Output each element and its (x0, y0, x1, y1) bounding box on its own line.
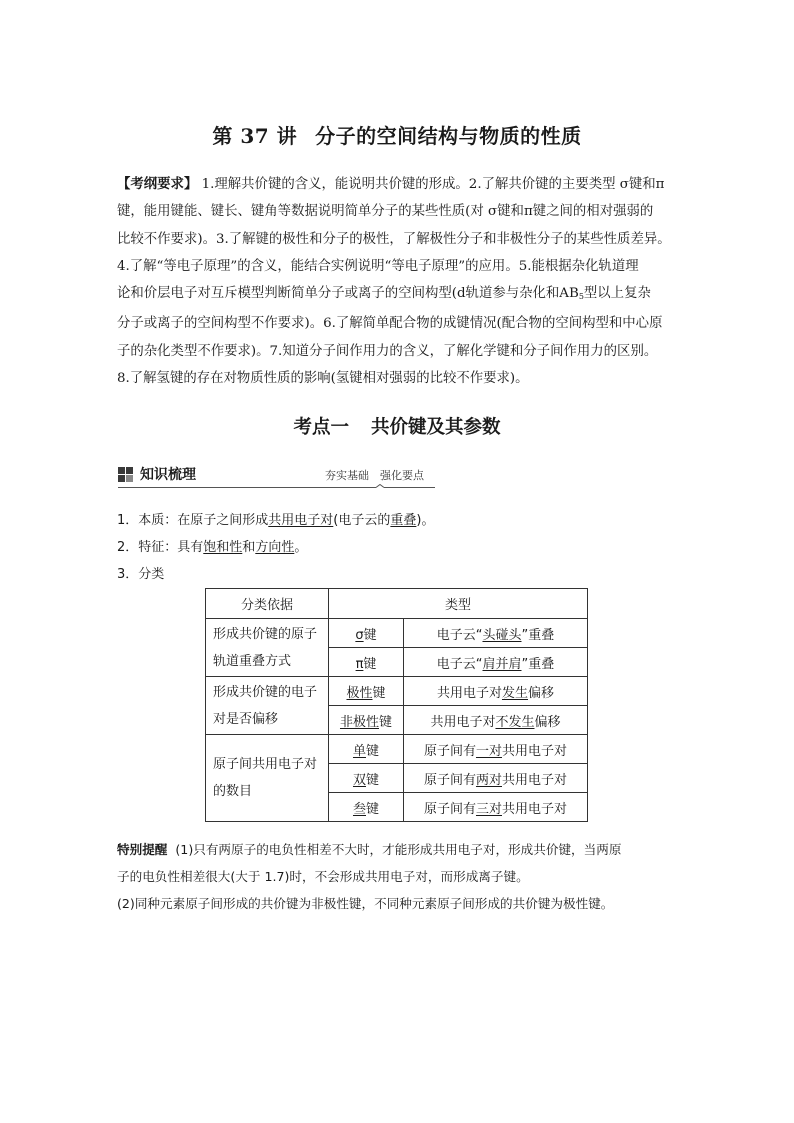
section-square-icon (118, 467, 133, 482)
type-cell: 非极性键 (329, 706, 404, 735)
special-note (117, 836, 679, 917)
basis-cell: 原子间共用电子对的数目 (206, 735, 329, 822)
knowledge-label: 知识梳理 (140, 467, 196, 483)
requirements-line: 8.了解氢键的存在对物质性质的影响(氢键相对强弱的比较不作要求)。 (117, 371, 529, 387)
note-tag: 特别提醒 (117, 842, 168, 857)
requirements-line: 论和价层电子对互斥模型判断简单分子或离子的空间构型(d轨道参与杂化和AB (117, 286, 579, 302)
desc-cell: 原子间有三对共用电子对 (404, 793, 588, 822)
desc-cell: 共用电子对发生偏移 (404, 677, 588, 706)
syllabus-requirements (117, 171, 677, 392)
blank-answer: 方向性 (255, 540, 295, 555)
list-item: 2．特征：具有饱和性和方向性。 (117, 540, 308, 555)
blank-answer: 饱和性 (203, 540, 243, 555)
note-line: (2)同种元素原子间形成的共价键为非极性键，不同种元素原子间形成的共价键为极性键。 (117, 896, 614, 911)
requirements-line: 4.了解“等电子原理”的含义，能结合实例说明“等电子原理”的应用。5.能根据杂化轨道理 (117, 258, 639, 274)
caret-up-icon (376, 484, 384, 488)
note-line: (1)只有两原子的电负性相差不大时，才能形成共用电子对，形成共价键，当两原 (175, 842, 622, 857)
lecture-number: 第 37 讲 (212, 124, 298, 148)
desc-cell: 电子云“肩并肩”重叠 (404, 648, 588, 677)
table-header: 类型 (329, 589, 588, 619)
requirements-line: 1.理解共价键的含义，能说明共价键的形成。2.了解共价键的主要类型 σ键和π (201, 177, 665, 192)
list-item: 1．本质：在原子之间形成共用电子对(电子云的重叠)。 (117, 513, 435, 528)
type-cell: σ键 (329, 619, 404, 648)
requirements-line: 比较不作要求)。3.了解键的极性和分子的极性，了解极性分子和非极性分子的某些性质差异。 (117, 231, 671, 247)
page-title (0, 120, 794, 149)
desc-cell: 原子间有一对共用电子对 (404, 735, 588, 764)
type-cell: 双键 (329, 764, 404, 793)
basis-cell: 形成共价键的原子轨道重叠方式 (206, 619, 329, 677)
basis-cell: 形成共价键的电子对是否偏移 (206, 677, 329, 735)
subscript-five: 5 (578, 292, 584, 302)
table-header-row (206, 589, 588, 619)
note-line: 子的电负性相差很大(大于 1.7)时，不会形成共用电子对，而形成离子键。 (117, 869, 529, 884)
type-cell: π键 (329, 648, 404, 677)
blank-answer: 重叠 (390, 513, 417, 528)
requirements-line: 键，能用键能、键长、键角等数据说明简单分子的某些性质(对 σ键和π键之间的相对强弱的 (117, 204, 654, 220)
table-row (206, 735, 588, 764)
blank-answer: 共用电子对 (268, 513, 334, 528)
list-item: 3．分类 (117, 567, 165, 582)
desc-cell: 共用电子对不发生偏移 (404, 706, 588, 735)
requirements-line: 子的杂化类型不作要求)。7.知道分子间作用力的含义，了解化学键和分子间作用力的区别。 (117, 343, 658, 359)
divider (118, 487, 435, 488)
section-index: 考点一 (293, 417, 349, 438)
knowledge-tagline: 夯实基础 强化要点 (325, 469, 424, 482)
classification-table (205, 588, 588, 822)
type-cell: 单键 (329, 735, 404, 764)
type-cell: 叁键 (329, 793, 404, 822)
lecture-topic: 分子的空间结构与物质的性质 (315, 124, 582, 148)
requirements-tag: 【考纲要求】 (117, 176, 198, 192)
table-row (206, 619, 588, 648)
section-name: 共价键及其参数 (371, 417, 501, 438)
desc-cell: 原子间有两对共用电子对 (404, 764, 588, 793)
type-cell: 极性键 (329, 677, 404, 706)
table-header: 分类依据 (206, 589, 329, 619)
requirements-line: 型以上复杂 (583, 286, 651, 302)
table-row (206, 677, 588, 706)
knowledge-bar (118, 462, 435, 490)
section-heading (0, 413, 794, 439)
requirements-line: 分子或离子的空间构型不作要求)。6.了解简单配合物的成键情况(配合物的空间构型和中心原 (117, 316, 663, 332)
desc-cell: 电子云“头碰头”重叠 (404, 619, 588, 648)
